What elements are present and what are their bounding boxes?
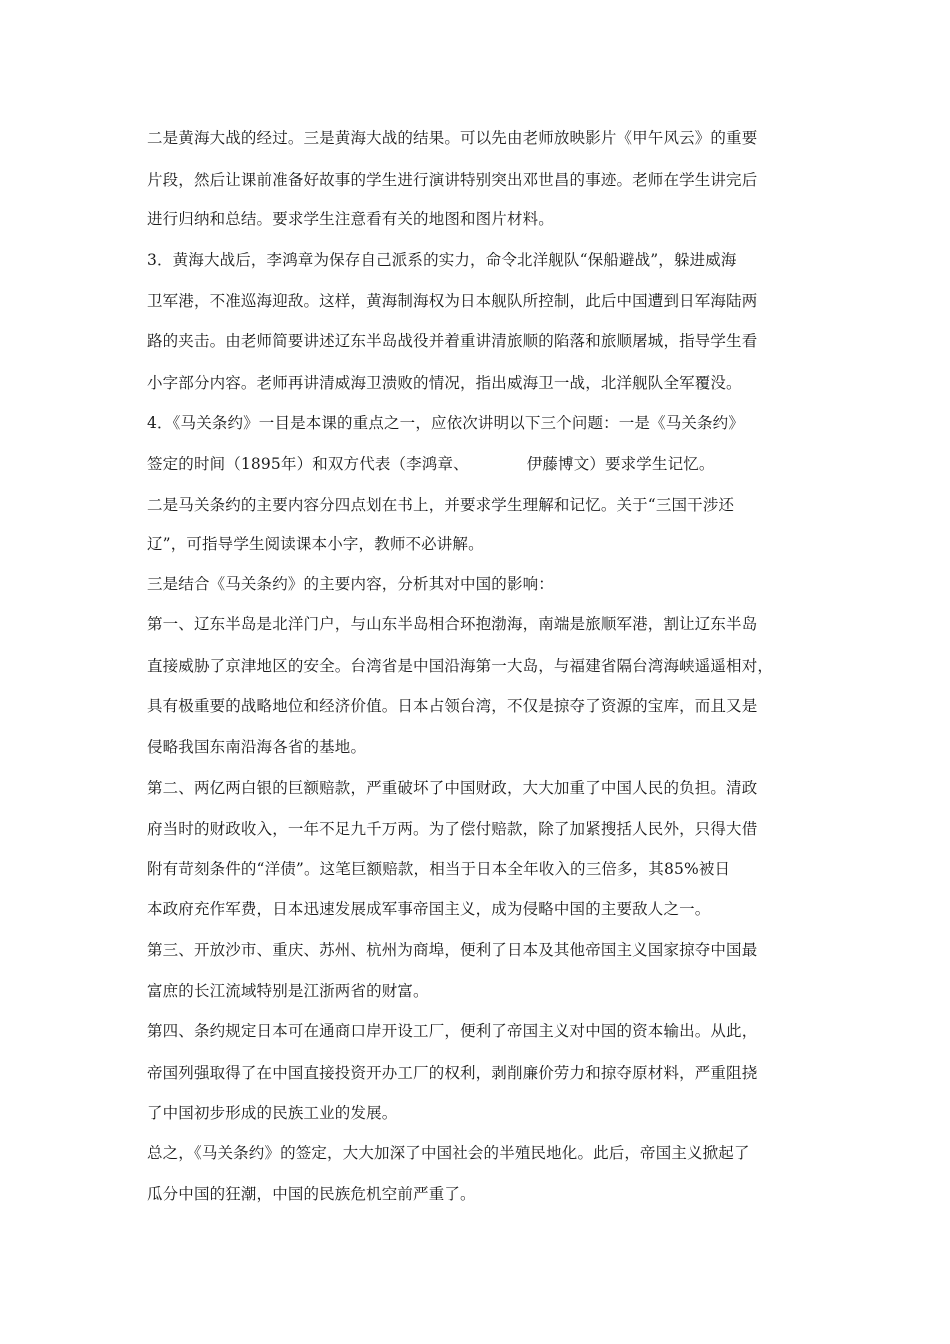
paragraph-line: 路的夹击。由老师简要讲述辽东半岛战役并着重讲清旅顺的陷落和旅顺屠城，指导学生看 — [147, 332, 758, 350]
paragraph-line: 小字部分内容。老师再讲清威海卫溃败的情况，指出威海卫一战，北洋舰队全军覆没。 — [147, 374, 742, 392]
paragraph-line: 瓜分中国的狂潮，中国的民族危机空前严重了。 — [147, 1185, 476, 1203]
paragraph-line: 帝国列强取得了在中国直接投资开办工厂的权利，剥削廉价劳力和掠夺原材料，严重阻挠 — [147, 1064, 758, 1082]
paragraph-line: 辽”，可指导学生阅读课本小字，教师不必讲解。 — [147, 535, 484, 553]
paragraph-line: 第三、开放沙市、重庆、苏州、杭州为商埠，便利了日本及其他帝国主义国家掠夺中国最 — [147, 941, 758, 959]
paragraph-line: 了中国初步形成的民族工业的发展。 — [147, 1104, 398, 1122]
paragraph-line: 第二、两亿两白银的巨额赔款，严重破坏了中国财政，大大加重了中国人民的负担。清政 — [147, 779, 758, 797]
paragraph-line: 第一、辽东半岛是北洋门户，与山东半岛相合环抱渤海，南端是旅顺军港，割让辽东半岛 — [147, 615, 758, 633]
paragraph-line: 三是结合《马关条约》的主要内容，分析其对中国的影响： — [147, 575, 554, 593]
line-segment: 签定的时间（1895年）和双方代表（李鸿章、 — [147, 455, 469, 473]
paragraph-line: 第四、条约规定日本可在通商口岸开设工厂，便利了帝国主义对中国的资本输出。从此， — [147, 1022, 758, 1040]
paragraph-line: 3．黄海大战后，李鸿章为保存自己派系的实力，命令北洋舰队“保船避战”，躲进威海 — [147, 251, 737, 269]
paragraph-line: 富庶的长江流域特别是江浙两省的财富。 — [147, 982, 429, 1000]
line-segment: 伊藤博文）要求学生记忆。 — [526, 455, 715, 473]
paragraph-line: 直接威胁了京津地区的安全。台湾省是中国沿海第一大岛，与福建省隔台湾海峡遥遥相对， — [147, 657, 774, 675]
paragraph-line: 具有极重要的战略地位和经济价值。日本占领台湾，不仅是掠夺了资源的宝库，而且又是 — [147, 697, 758, 715]
paragraph-line: 4．《马关条约》一目是本课的重点之一，应依次讲明以下三个问题：一是《马关条约》 — [147, 414, 744, 432]
paragraph-line: 本政府充作军费，日本迅速发展成军事帝国主义，成为侵略中国的主要敌人之一。 — [147, 900, 711, 918]
paragraph-line: 二是马关条约的主要内容分四点划在书上，并要求学生理解和记忆。关于“三国干涉还 — [147, 496, 735, 514]
paragraph-line: 卫军港，不准巡海迎敌。这样，黄海制海权为日本舰队所控制，此后中国遭到日军海陆两 — [147, 292, 758, 310]
paragraph-line: 附有苛刻条件的“洋债”。这笔巨额赔款，相当于日本全年收入的三倍多，其85%被日 — [147, 860, 731, 878]
paragraph-line: 片段，然后让课前准备好故事的学生进行演讲特别突出邓世昌的事迹。老师在学生讲完后 — [147, 171, 758, 189]
paragraph-line: 二是黄海大战的经过。三是黄海大战的结果。可以先由老师放映影片《甲午风云》的重要 — [147, 129, 758, 147]
paragraph-line: 侵略我国东南沿海各省的基地。 — [147, 738, 367, 756]
paragraph-line: 府当时的财政收入，一年不足九千万两。为了偿付赔款，除了加紧搜括人民外，只得大借 — [147, 820, 758, 838]
paragraph-line: 进行归纳和总结。要求学生注意看有关的地图和图片材料。 — [147, 210, 554, 228]
paragraph-line: 总之，《马关条约》的签定，大大加深了中国社会的半殖民地化。此后，帝国主义掀起了 — [147, 1144, 750, 1162]
paragraph-line — [147, 454, 715, 474]
